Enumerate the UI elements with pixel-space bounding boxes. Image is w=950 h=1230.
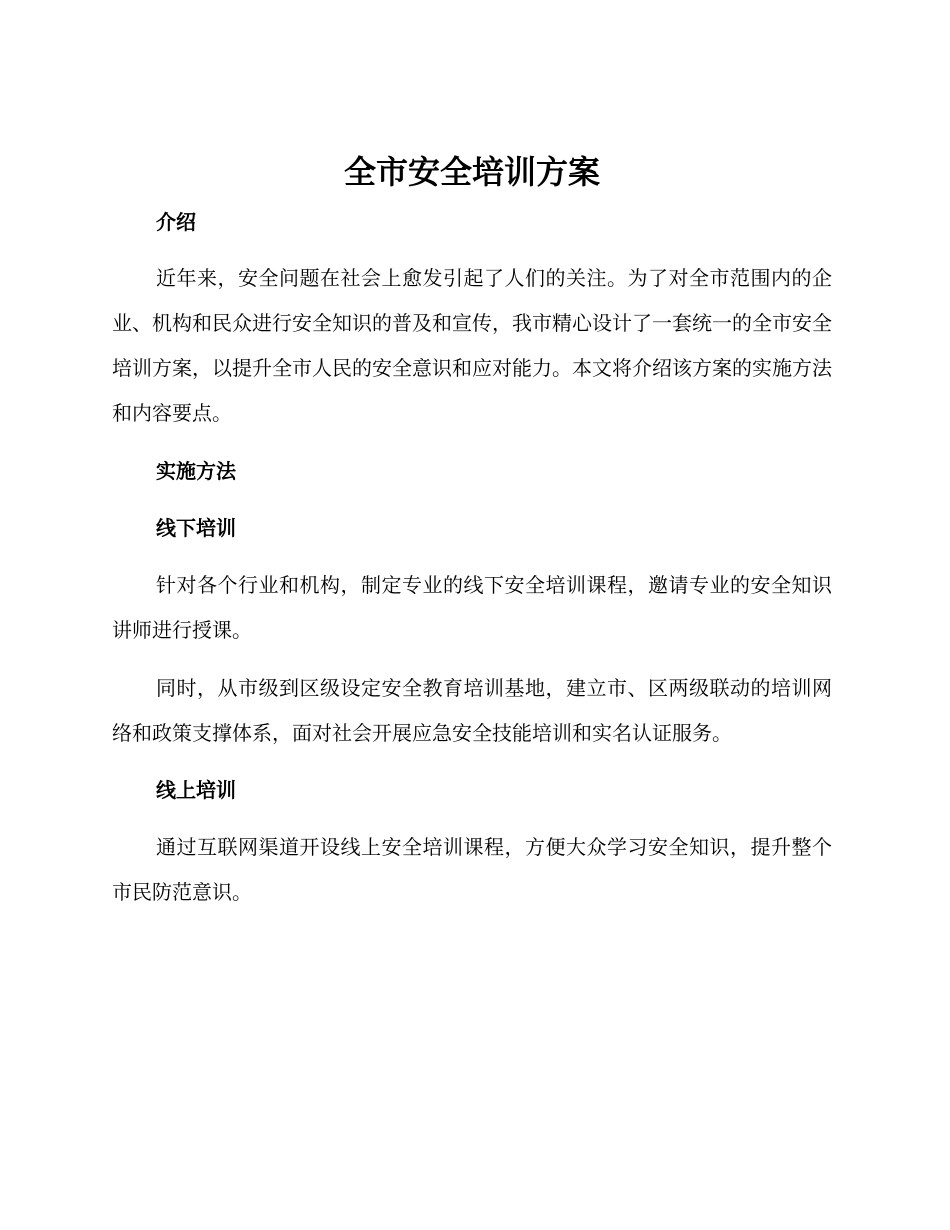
section-heading-intro: 介绍 [156,210,196,234]
paragraph-offline-2: 同时，从市级到区级设定安全教育培训基地，建立市、区两级联动的培训网络和政策支撑体系，面对社会开展应急安全技能培训和实名认证服务。 [112,676,832,745]
paragraph-offline-1: 针对各个行业和机构，制定专业的线下安全培训课程，邀请专业的安全知识讲师进行授课。 [112,573,832,642]
document-title: 全市安全培训方案 [343,153,600,191]
paragraph-intro: 近年来，安全问题在社会上愈发引起了人们的关注。为了对全市范围内的企业、机构和民众进行安全知识的普及和宣传，我市精心设计了一套统一的全市安全培训方案，以提升全市人民的安全意识和应对能力。本文将介绍该方案的实施方法和内容要点。 [112,266,832,425]
section-heading-online: 线上培训 [156,778,236,802]
paragraph-online: 通过互联网渠道开设线上安全培训课程，方便大众学习安全知识，提升整个市民防范意识。 [112,835,832,904]
section-heading-offline: 线下培训 [156,516,236,540]
section-heading-method: 实施方法 [156,459,236,483]
